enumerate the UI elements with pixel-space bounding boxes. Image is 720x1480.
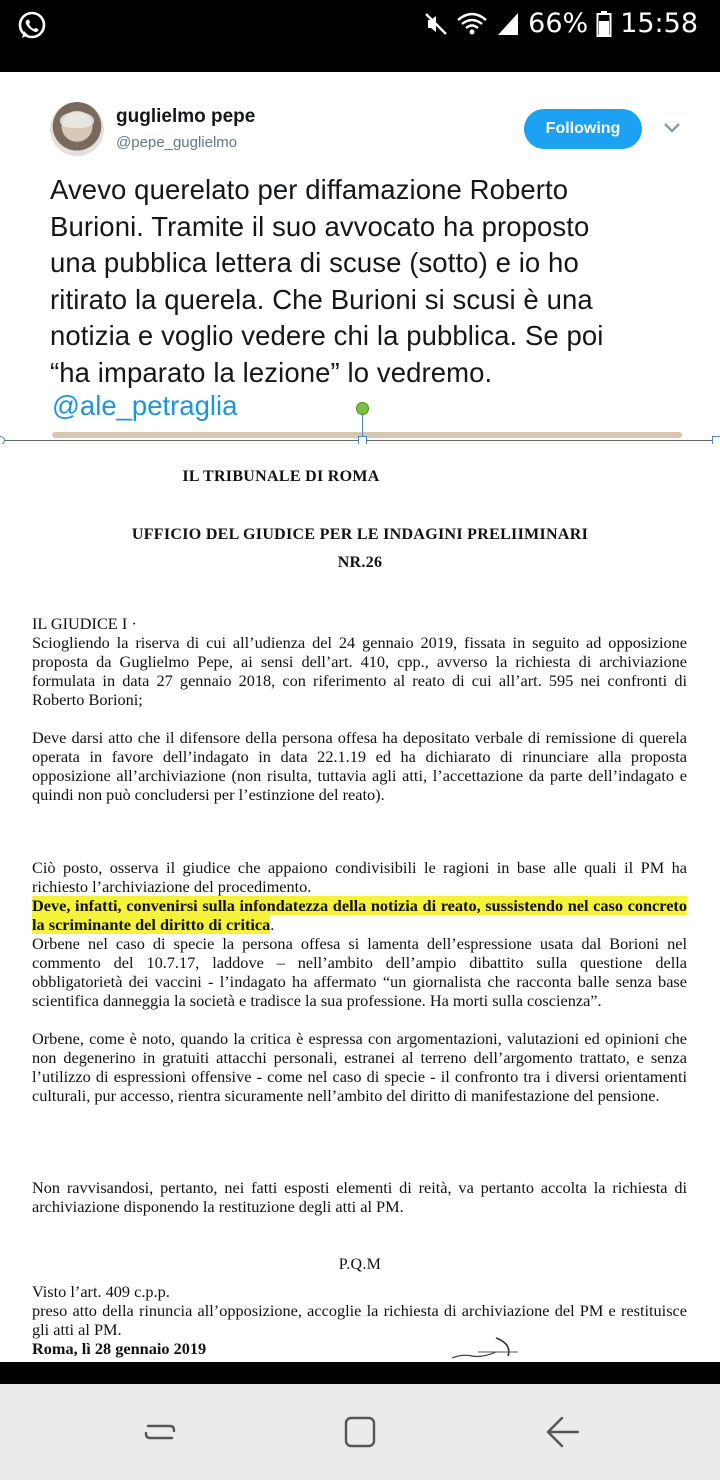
tweet-text-line: Burioni. Tramite il suo avvocato ha proposto bbox=[50, 210, 590, 242]
clock: 15:58 bbox=[620, 8, 698, 39]
doc-judge: IL GIUDICE I · bbox=[32, 614, 137, 633]
signal-icon bbox=[496, 11, 520, 37]
battery-text: 66% bbox=[528, 8, 589, 39]
doc-paragraph: Non ravvisandosi, pertanto, nei fatti esposti elementi di reità, va pertanto accolta la richiesta di archiviazione disponendo la restituzione degli atti al PM. bbox=[32, 1178, 687, 1216]
tweet-text-line: Avevo querelato per diffamazione Roberto bbox=[50, 174, 569, 205]
doc-paragraph: Sciogliendo la riserva di cui all’udienza del 24 gennaio 2019, fissata in seguito ad opposizione proposta da Guglielmo Pepe, ai sensi dell’art. 410, cpp., avverso la richiesta di archiviazione formulata in data 27 gennaio 2018, con riferimento al reato di cui all’art. 595 nei confronti di Roberto Borioni; bbox=[32, 633, 687, 709]
tweet-text-line: una pubblica lettera di scuse (sotto) e io ho bbox=[50, 247, 579, 278]
wifi-icon bbox=[456, 11, 488, 37]
screen-edge bbox=[0, 1362, 720, 1384]
doc-date: Roma, lì 28 gennaio 2019 bbox=[32, 1339, 207, 1358]
doc-paragraph: Orbene nel caso di specie la persona offesa si lamenta dell’espressione usata dal Borioni nel commento del 10.7.17, laddove – nell’ambito dell’ampio dibattito sulla questione della obbligatorietà dei vaccini - l’indagato ha affermato “un giornalista che racconta balle senza base scientifica danneggia la società e tradisce la sua professione. Ha morti sulla coscienza”. bbox=[32, 934, 687, 1010]
recent-apps-icon[interactable] bbox=[138, 1410, 182, 1454]
doc-paragraph: preso atto della rinuncia all’opposizione, accoglie la richiesta di archiviazione del PM e restituisce gli atti al PM. bbox=[32, 1301, 687, 1339]
status-bar bbox=[0, 0, 720, 54]
doc-paragraph: Orbene, come è noto, quando la critica è espressa con argomentazioni, valutazioni ed opinioni che non degenerino in gratuiti attacchi personali, estranei al terreno dell’argomento trattato, e senza l’utilizzo di espressioni offensive - come nel caso di specie - il confronto tra i diversi orientamenti culturali, pur accesso, rientra sicuramente nell’ambito del diritto di manifestazione del pensione. bbox=[32, 1029, 687, 1105]
mention-link[interactable]: @ale_petraglia bbox=[52, 390, 238, 421]
tweet-text-line: notizia e voglio vedere chi la pubblica. Se poi bbox=[50, 320, 604, 351]
mute-icon bbox=[424, 11, 448, 37]
chevron-down-icon[interactable] bbox=[662, 120, 682, 136]
doc-paragraph: Ciò posto, osserva il giudice che appaiono condivisibili le ragioni in base alle quali il PM ha richiesto l’archiviazione del procedimento. bbox=[32, 858, 687, 896]
doc-paragraph: Deve darsi atto che il difensore della persona offesa ha depositato verbale di remissione di querela operata in favore dell’indagato in data 22.1.19 ed ha dichiarato di rinunciare alla proposta opposizione all’archiviazione (non risulta, tuttavia agli atti, l’accettazione da parte dell’indagato e quindi non può concludersi per l’estinzione del reato). bbox=[32, 728, 687, 804]
court-document bbox=[0, 444, 720, 1362]
navigation-bar bbox=[0, 1384, 720, 1480]
doc-highlighted-paragraph bbox=[32, 896, 687, 934]
office-title: UFFICIO DEL GIUDICE PER LE INDAGINI PRELIIMINARI bbox=[131, 526, 589, 543]
display-name[interactable]: guglielmo pepe bbox=[116, 106, 256, 127]
user-handle[interactable]: @pepe_guglielmo bbox=[116, 134, 238, 151]
back-icon[interactable] bbox=[540, 1410, 584, 1454]
tweet-text-line: “ha imparato la lezione” lo vedremo. bbox=[50, 356, 493, 388]
avatar[interactable] bbox=[50, 102, 104, 156]
highlight-period: . bbox=[270, 915, 275, 934]
court-name: IL TRIBUNALE DI ROMA bbox=[182, 468, 380, 485]
media-edge bbox=[52, 432, 682, 438]
doc-number: NR.26 bbox=[337, 554, 383, 571]
doc-paragraph: Visto l’art. 409 c.p.p. bbox=[32, 1282, 170, 1301]
tweet-text-line: ritirato la querela. Che Burioni si scusi è una bbox=[50, 283, 593, 315]
whatsapp-icon bbox=[16, 10, 48, 47]
pqm-heading: P.Q.M bbox=[338, 1256, 382, 1273]
tweet-text bbox=[50, 172, 690, 391]
tweet-card bbox=[0, 72, 720, 444]
following-button[interactable]: Following bbox=[524, 109, 642, 149]
signature-stamp bbox=[448, 1334, 528, 1362]
home-icon[interactable] bbox=[338, 1410, 382, 1454]
highlighted-text: Deve, infatti, convenirsi sulla infondatezza della notizia di reato, sussistendo nel caso concreto la scriminante del diritto di critica bbox=[32, 896, 687, 934]
rotate-handle[interactable] bbox=[356, 402, 369, 415]
battery-icon bbox=[596, 10, 612, 38]
